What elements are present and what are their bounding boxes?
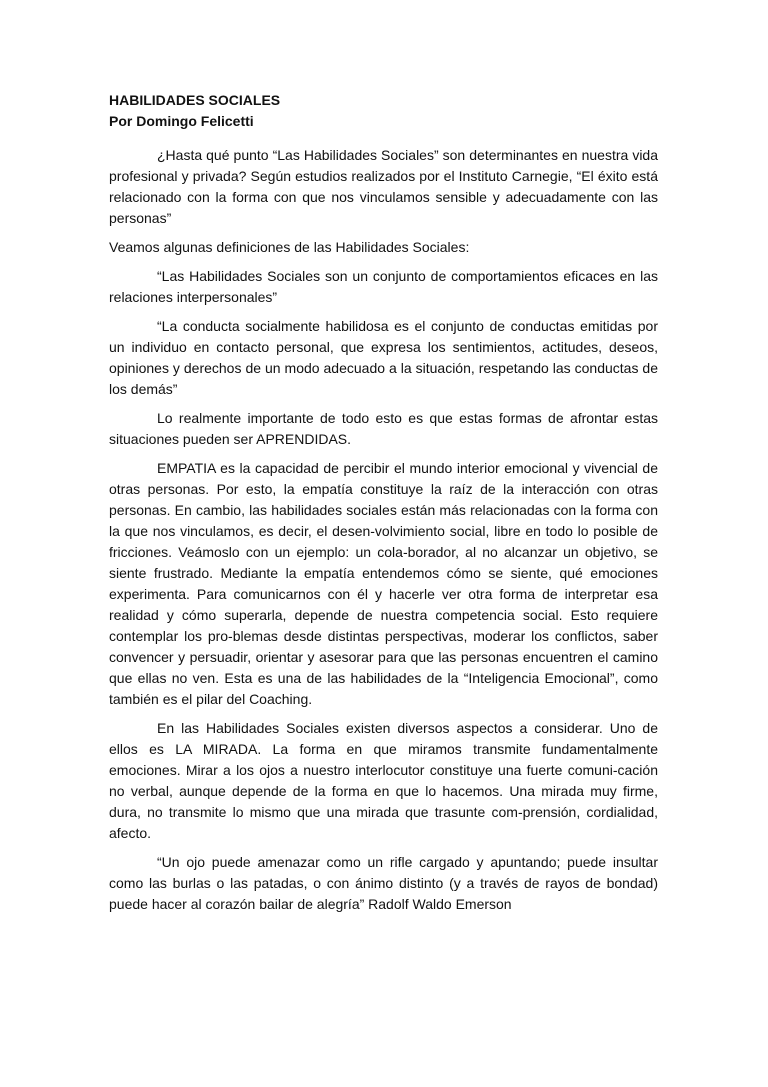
document-title: HABILIDADES SOCIALES [109,92,281,108]
paragraph-definition-1: “Las Habilidades Sociales son un conjunto de comportamientos eficaces en las relaciones interpersonales” [109,268,658,305]
paragraph-definition-2: “La conducta socialmente habilidosa es el conjunto de conductas emitidas por un individuo en contacto personal, que expresa los sentimientos, actitudes, deseos, opiniones y derechos de un modo adecuado a la situación, respetando las conductas de los demás” [109,318,658,397]
document-author: Por Domingo Felicetti [109,113,254,129]
paragraph-intro: ¿Hasta qué punto “Las Habilidades Sociales” son determinantes en nuestra vida profesional y privada? Según estudios realizados por el Instituto Carnegie, “El éxito está relacionado con la forma con que nos vinculamos sensible y adecuadamente con las personas” [109,147,658,226]
paragraph-gaze: En las Habilidades Sociales existen diversos aspectos a considerar. Uno de ellos es LA MIRADA. La forma en que miramos transmite fundamentalmente emociones. Mirar a los ojos a nuestro interlocutor constituye una fuerte comuni-cación no verbal, aunque depende de la forma en que lo hacemos. Una mirada muy firme, dura, no transmite lo mismo que una mirada que trasunte com-prensión, cordialidad, afecto. [109,720,658,841]
paragraph-quote-emerson: “Un ojo puede amenazar como un rifle cargado y apuntando; puede insultar como las burlas o las patadas, o con ánimo distinto (y a través de rayos de bondad) puede hacer al corazón bailar de alegría” Radolf Waldo Emerson [109,854,658,912]
paragraph-definitions-lead: Veamos algunas definiciones de las Habilidades Sociales: [109,239,470,255]
document-header [109,90,658,132]
document-page [109,90,658,923]
paragraph-learnable: Lo realmente importante de todo esto es que estas formas de afrontar estas situaciones pueden ser APRENDIDAS. [109,410,658,447]
paragraph-empathy: EMPATIA es la capacidad de percibir el mundo interior emocional y vivencial de otras personas. Por esto, la empatía constituye la raíz de la interacción con otras personas. En cambio, las habilidades sociales están más relacionadas con la forma con la que nos vinculamos, es decir, el desen-volvimiento social, libre en todo lo posible de fricciones. Veámoslo con un ejemplo: un cola-borador, al no alcanzar un objetivo, se siente frustrado. Mediante la empatía entendemos cómo se siente, qué emociones experimenta. Para comunicarnos con él y hacerle ver otra forma de interpretar esa realidad y cómo superarla, depende de nuestra competencia social. Esto requiere contemplar los pro-blemas desde distintas perspectivas, moderar los conflictos, saber convencer y persuadir, orientar y asesorar para que las personas encuentren el camino que ellas no ven. Esta es una de las habilidades de la “Inteligencia Emocional”, como también es el pilar del Coaching. [109,460,658,707]
